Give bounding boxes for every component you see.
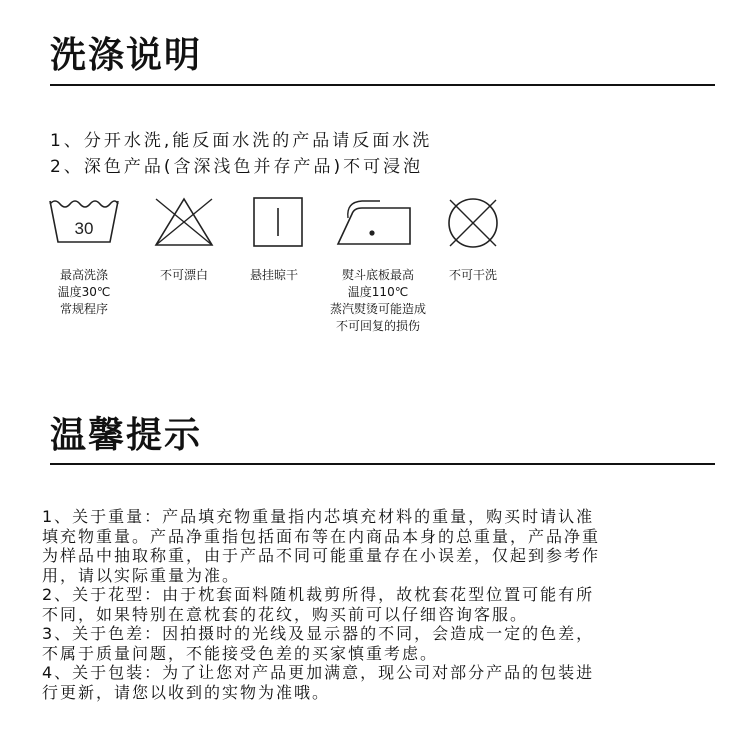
tip-line: 2、关于花型：由于枕套面料随机裁剪所得，故枕套花型位置可能有所 — [42, 585, 595, 604]
tip-line: 3、关于色差：因拍摄时的光线及显示器的不同，会造成一定的色差， — [42, 624, 595, 643]
no-bleach-icon — [153, 196, 215, 248]
care-label-no-dry-clean: 不可干洗 — [448, 268, 497, 282]
tips-section-divider — [50, 463, 715, 465]
iron-110-icon — [336, 196, 412, 248]
wash-instructions — [50, 128, 700, 180]
wash-temperature-text: 30 — [74, 219, 94, 238]
tip-line: 为样品中抽取称重，由于产品不同可能重量存在小误差，仅起到参考作 — [42, 546, 601, 565]
tip-line: 1、关于重量：产品填充物重量指内芯填充材料的重量，购买时请认准 — [42, 507, 595, 526]
tip-line: 4、关于包装：为了让您对产品更加满意，现公司对部分产品的包装进 — [42, 663, 595, 682]
tip-line: 不属于质量问题，不能接受色差的买家慎重考虑。 — [42, 643, 439, 663]
no-dry-clean-icon — [446, 196, 500, 250]
wash-section-title: 洗涤说明 — [50, 35, 203, 76]
wash-tub-30-icon — [48, 196, 120, 248]
wash-instruction-line: 2、深色产品(含深浅色并存产品)不可浸泡 — [50, 157, 424, 177]
tip-line: 填充物重量。产品净重指包括面布等在内商品本身的总重量，产品净重 — [42, 526, 601, 546]
tip-line: 不同，如果特别在意枕套的花纹，购买前可以仔细咨询客服。 — [42, 604, 529, 624]
tips-text — [42, 507, 682, 702]
care-label-wash: 最高洗涤 温度30℃ 常规程序 — [57, 268, 111, 316]
wash-instruction-line: 1、分开水洗,能反面水洗的产品请反面水洗 — [50, 131, 433, 151]
tips-section-title: 温馨提示 — [50, 415, 203, 456]
care-label-hang-dry: 悬挂晾干 — [249, 268, 298, 282]
tip-line: 用，请以实际重量为准。 — [42, 565, 241, 585]
care-label-no-bleach: 不可漂白 — [159, 268, 208, 282]
care-label-iron: 熨斗底板最高 温度110℃ 蒸汽熨烫可能造成 不可回复的损伤 — [329, 268, 426, 333]
hang-dry-icon — [252, 196, 304, 248]
tip-line: 行更新，请您以收到的实物为准哦。 — [42, 682, 331, 702]
wash-section-divider — [50, 84, 715, 86]
